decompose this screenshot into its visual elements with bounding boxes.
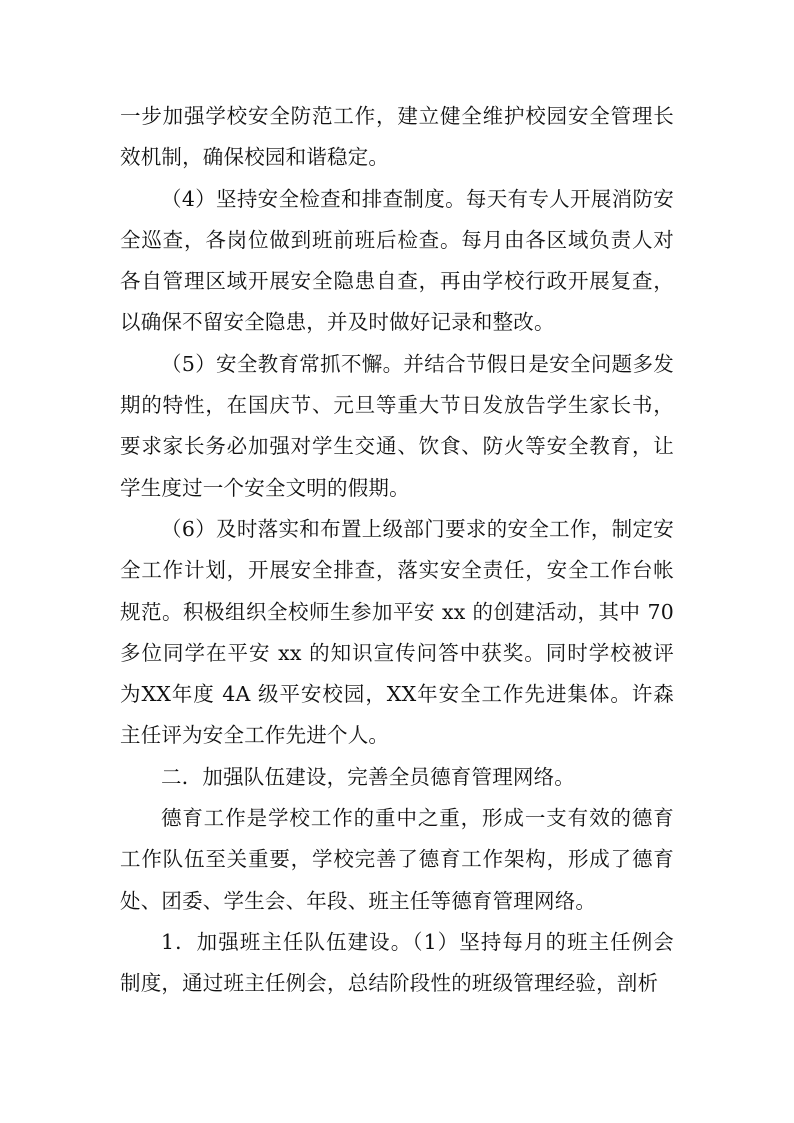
paragraph-safety-education: （5）安全教育常抓不懈。并结合节假日是安全问题多发期的特性，在国庆节、元旦等重大节日发放告学生家长书，要求家长务必加强对学生交通、饮食、防火等安全教育，让学生度过一个安全文明的假期。 — [120, 351, 674, 500]
paragraph-class-teacher-building: 1．加强班主任队伍建设。（1）坚持每月的班主任例会制度，通过班主任例会，总结阶段性的班级管理经验，剖析 — [120, 929, 674, 996]
paragraph-moral-education-network: 德育工作是学校工作的重中之重，形成一支有效的德育工作队伍至关重要，学校完善了德育工作架构，形成了德育处、团委、学生会、年段、班主任等德育管理网络。 — [120, 806, 674, 913]
paragraph-safety-inspection: （4）坚持安全检查和排查制度。每天有专人开展消防安全巡查，各岗位做到班前班后检查。每月由各区域负责人对各自管理区域开展安全隐患自查，再由学校行政开展复查，以确保不留安全隐患，并及时做好记录和整改。 — [120, 186, 674, 335]
paragraph-continuation: 一步加强学校安全防范工作，建立健全维护校园安全管理长效机制，确保校园和谐稳定。 — [120, 104, 674, 170]
section-heading-team-building: 二．加强队伍建设，完善全员德育管理网络。 — [161, 764, 575, 789]
document-body — [120, 96, 674, 1005]
paragraph-safety-work-plan: （6）及时落实和布置上级部门要求的安全工作，制定安全工作计划，开展安全排查，落实安全责任，安全工作台帐规范。积极组织全校师生参加平安 xx 的创建活动，其中 70 多位同学在平安 xx 的知识宣传问答中获奖。同时学校被评为XX年度 4A 级平安校园，XX年安全工作先进集体。许森主任评为安全工作先进个人。 — [120, 516, 674, 748]
